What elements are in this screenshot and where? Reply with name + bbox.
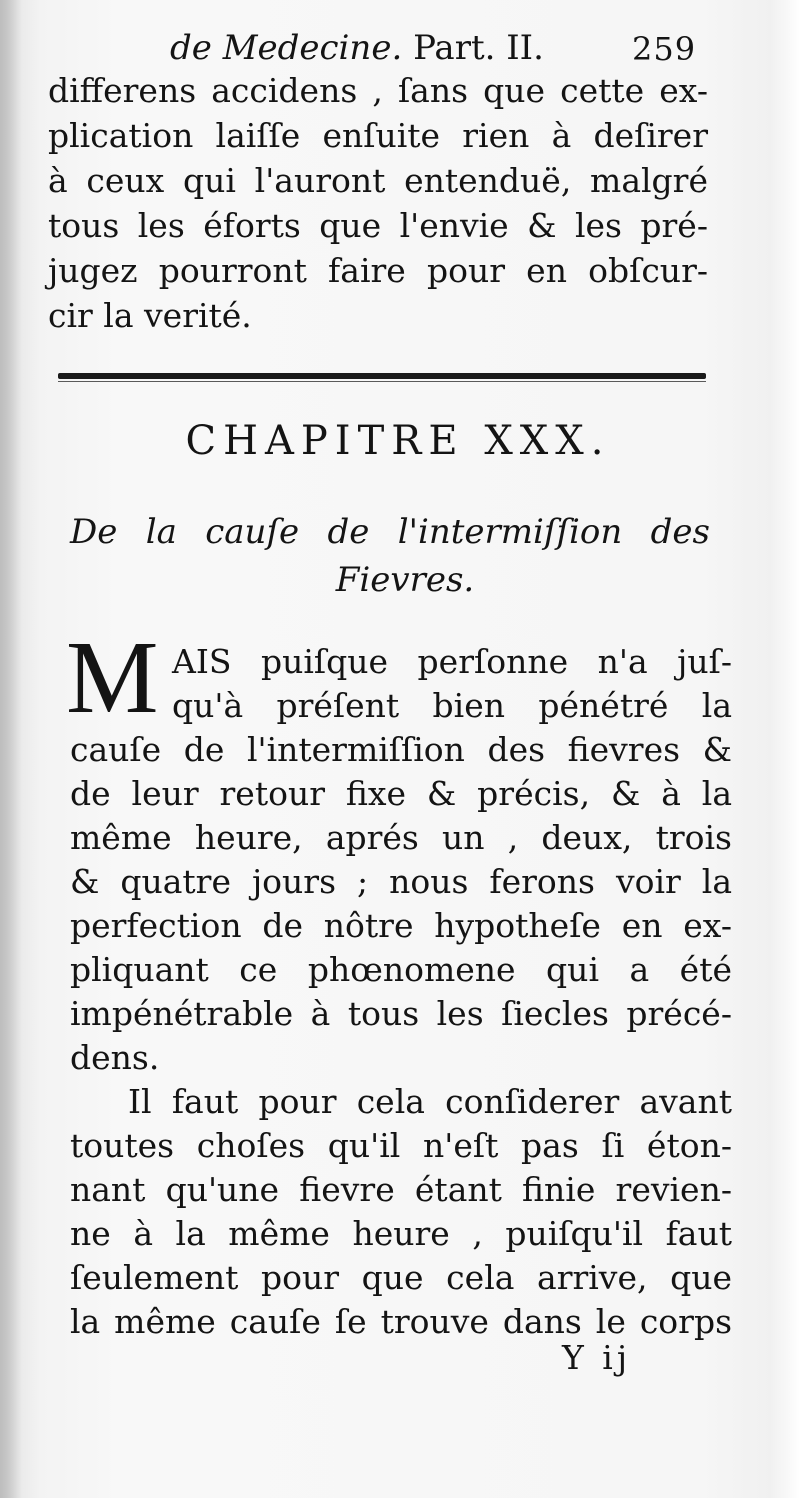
text-line: toutes choſes qu'il n'eſt pas ſi éton- — [70, 1126, 732, 1165]
text-line: impénétrable à tous les ſiecles précé- — [70, 994, 732, 1033]
text-line: perfection de nôtre hypotheſe en ex- — [70, 906, 732, 945]
subtitle-line: Fievres. — [335, 560, 475, 600]
section-divider-rule — [58, 373, 706, 379]
text-line: plication laiſſe enſuite rien à deſirer — [48, 116, 708, 155]
text-line: tous les éforts que l'envie & les pré- — [48, 206, 708, 245]
text-line: même heure, aprés un , deux, trois — [70, 818, 732, 857]
page-number: 259 — [632, 30, 697, 68]
text-line: ſeulement pour que cela arrive, que — [70, 1258, 732, 1297]
running-head-book-title: de Medecine. — [170, 28, 403, 68]
chapter-heading: CHAPITRE XXX. — [185, 418, 611, 464]
chapter-subtitle — [70, 508, 710, 604]
text-line: cauſe de l'intermiſſion des fievres & — [70, 730, 732, 769]
text-line: de leur retour fixe & précis, & à la — [70, 774, 732, 813]
text-line: à ceux qui l'auront entenduë, malgré — [48, 161, 708, 200]
top-paragraph — [48, 68, 708, 338]
text-line: la même cauſe ſe trouve dans le corps — [70, 1302, 732, 1341]
text-line: jugez pourront faire pour en obſcur- — [48, 251, 708, 290]
text-line: nant qu'une fievre étant finie revien- — [70, 1170, 732, 1209]
text-line: ne à la même heure , puiſqu'il faut — [70, 1214, 732, 1253]
text-line: qu'à préſent bien pénétré la — [172, 686, 732, 725]
text-line: Il faut pour cela conſiderer avant — [128, 1082, 732, 1121]
running-head-part: Part. II. — [413, 28, 544, 68]
text-line: AIS puiſque perſonne n'a juſ- — [172, 642, 732, 681]
text-line: cir la verité. — [48, 296, 252, 335]
running-head-title — [170, 28, 544, 68]
section-divider-hairline — [58, 381, 706, 382]
body-text — [70, 640, 732, 1344]
signature-mark: Y ij — [562, 1338, 632, 1377]
page-edge — [770, 0, 800, 1498]
text-line: & quatre jours ; nous ferons voir la — [70, 862, 732, 901]
page-gutter-shadow — [0, 0, 22, 1498]
text-line: differens accidens , ſans que cette ex- — [48, 71, 708, 110]
drop-cap: M — [66, 620, 159, 735]
subtitle-line: De la cauſe de l'intermiſſion des — [70, 512, 710, 552]
text-line: dens. — [70, 1038, 160, 1077]
text-line: pliquant ce phœnomene qui a été — [70, 950, 732, 989]
